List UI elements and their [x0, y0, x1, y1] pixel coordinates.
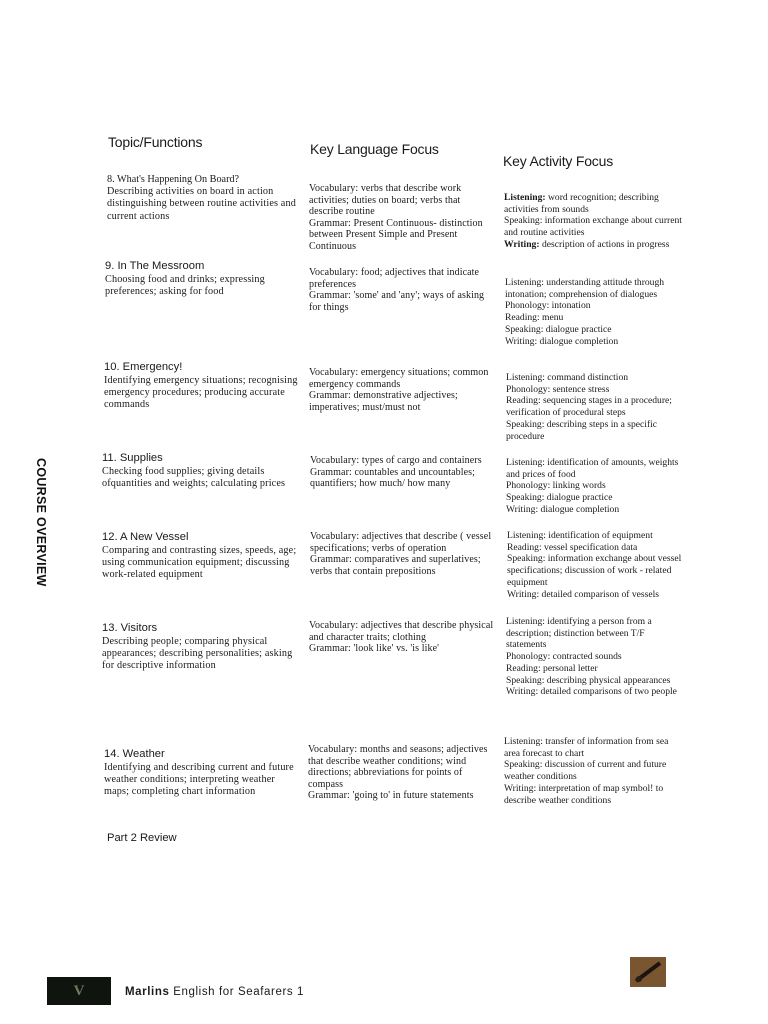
topic-description: Describing activities on board in action distinguishing between routine activities and current actions — [107, 186, 296, 222]
activity-item: Writing: description of actions in progress — [504, 238, 670, 250]
topic-row-12 — [102, 530, 297, 582]
activity-item: Speaking: dialogue practice — [506, 492, 613, 504]
activity-item: Listening: word recognition; describing activities from sounds — [504, 192, 659, 215]
header-language: Key Language Focus — [310, 141, 439, 157]
activity-item: Speaking: information exchange about current and routine activities — [504, 215, 682, 239]
topic-title: 9. In The Messroom — [105, 260, 205, 272]
topic-title: 8. What's Happening On Board? — [107, 174, 240, 185]
activity-row-10 — [506, 372, 686, 442]
footer-book-title: English for Seafarers 1 — [169, 986, 305, 998]
activity-item: Speaking: dialogue practice — [505, 323, 612, 335]
topic-description: Describing people; comparing physical appearances; describing personalities; asking for descriptive information — [102, 636, 293, 672]
activity-item: Speaking: discussion of current and future weather conditions — [504, 759, 667, 783]
language-vocabulary: Vocabulary: emergency situations; common emergency commands — [309, 367, 489, 390]
language-row-13 — [309, 620, 494, 655]
course-overview-label: COURSE OVERVIEW — [34, 458, 48, 587]
activity-item: Writing: detailed comparison of vessels — [507, 588, 660, 600]
activity-row-12 — [507, 530, 687, 600]
activity-item: Listening: identifying a person from a description; distinction between T/F statements — [506, 616, 652, 651]
language-row-11 — [310, 455, 495, 490]
language-grammar: Grammar: 'look like' vs. 'is like' — [309, 643, 440, 655]
footer-thumbnail-image — [630, 957, 666, 987]
activity-row-14 — [504, 736, 684, 806]
topic-row-11 — [102, 451, 297, 490]
footer-badge — [47, 977, 111, 1005]
topic-title: 12. A New Vessel — [102, 531, 189, 543]
activity-row-13 — [506, 616, 686, 698]
language-vocabulary: Vocabulary: adjectives that describe ( vessel specifications; verbs of operation — [310, 531, 492, 554]
topic-description: Choosing food and drinks; expressing preferences; asking for food — [105, 274, 265, 298]
language-vocabulary: Vocabulary: food; adjectives that indicate preferences — [309, 267, 480, 290]
topic-row-14 — [104, 747, 299, 799]
footer-brand: Marlins — [125, 986, 170, 998]
footer-badge-letter: V — [73, 982, 85, 999]
language-grammar: Grammar: Present Continuous- distinction between Present Simple and Present Continuous — [309, 217, 483, 252]
topic-row-8 — [107, 174, 302, 223]
topic-title: 13. Visitors — [102, 622, 158, 634]
footer-title — [125, 986, 304, 998]
activity-item: Reading: personal letter — [506, 662, 598, 674]
topic-description: Identifying emergency situations; recognising emergency procedures; producing accurate commands — [104, 375, 298, 411]
activity-item: Phonology: sentence stress — [506, 383, 610, 395]
activity-item: Reading: sequencing stages in a procedure; verification of procedural steps — [506, 395, 672, 419]
activity-item: Writing: detailed comparisons of two people — [506, 686, 677, 698]
activity-item: Speaking: describing steps in a specific procedure — [506, 418, 658, 442]
language-row-9 — [309, 267, 494, 313]
language-vocabulary: Vocabulary: adjectives that describe physical and character traits; clothing — [309, 620, 494, 643]
topic-description: Checking food supplies; giving details ofquantities and weights; calculating prices — [102, 466, 286, 490]
language-row-14 — [308, 744, 493, 802]
activity-row-9 — [505, 277, 685, 347]
activity-item: Listening: command distinction — [506, 372, 629, 383]
topic-description: Comparing and contrasting sizes, speeds, age; using communication equipment; discussing work-related equipment — [102, 545, 297, 581]
language-grammar: Grammar: 'some' and 'any'; ways of asking for things — [309, 290, 485, 313]
language-grammar: Grammar: countables and uncountables; quantifiers; how much/ how many — [310, 466, 476, 490]
activity-item: Phonology: intonation — [505, 300, 591, 312]
topic-title: 10. Emergency! — [104, 361, 183, 373]
activity-item: Writing: dialogue completion — [505, 335, 619, 347]
language-grammar: Grammar: demonstrative adjectives; imperatives; must/must not — [309, 390, 458, 413]
header-activity: Key Activity Focus — [503, 153, 613, 169]
topic-description: Identifying and describing current and future weather conditions; interpreting weather maps; completing chart information — [104, 762, 294, 798]
activity-item: Speaking: information exchange about vessel specifications; discussion of work - related equipment — [507, 553, 682, 588]
activity-item: Listening: transfer of information from sea area forecast to chart — [504, 736, 669, 759]
activity-item: Listening: identification of equipment — [507, 530, 653, 541]
language-row-12 — [310, 531, 495, 577]
activity-item: Writing: interpretation of map symbol! to describe weather conditions — [504, 782, 664, 806]
activity-item: Listening: understanding attitude through intonation; comprehension of dialogues — [505, 277, 665, 300]
activity-item: Writing: dialogue completion — [506, 503, 620, 515]
topic-row-10 — [104, 360, 299, 412]
language-grammar: Grammar: 'going to' in future statements — [308, 790, 474, 802]
header-topic: Topic/Functions — [108, 134, 203, 150]
topic-title: 14. Weather — [104, 748, 165, 760]
part-2-review: Part 2 Review — [107, 832, 177, 844]
activity-item: Phonology: linking words — [506, 480, 606, 492]
language-vocabulary: Vocabulary: months and seasons; adjectives that describe weather conditions; wind directions; abbreviations for points of compass — [308, 744, 488, 790]
topic-row-13 — [102, 621, 297, 673]
language-grammar: Grammar: comparatives and superlatives; verbs that contain prepositions — [310, 554, 481, 577]
activity-item: Reading: vessel specification data — [507, 541, 638, 553]
activity-label: Listening: — [504, 192, 546, 203]
activity-row-8 — [504, 192, 684, 251]
language-vocabulary: Vocabulary: types of cargo and containers — [310, 455, 482, 466]
language-vocabulary: Vocabulary: verbs that describe work activities; duties on board; verbs that describe routine — [309, 183, 462, 218]
activity-item: Listening: identification of amounts, weights and prices of food — [506, 457, 679, 480]
activity-item: Speaking: describing physical appearances — [506, 674, 671, 686]
activity-row-11 — [506, 457, 686, 516]
activity-item: Phonology: contracted sounds — [506, 651, 622, 663]
language-row-10 — [309, 367, 494, 413]
language-row-8 — [309, 183, 494, 253]
topic-row-9 — [105, 259, 300, 298]
activity-label: Writing: — [504, 238, 540, 250]
topic-title: 11. Supplies — [102, 452, 163, 464]
activity-item: Reading: menu — [505, 312, 564, 324]
